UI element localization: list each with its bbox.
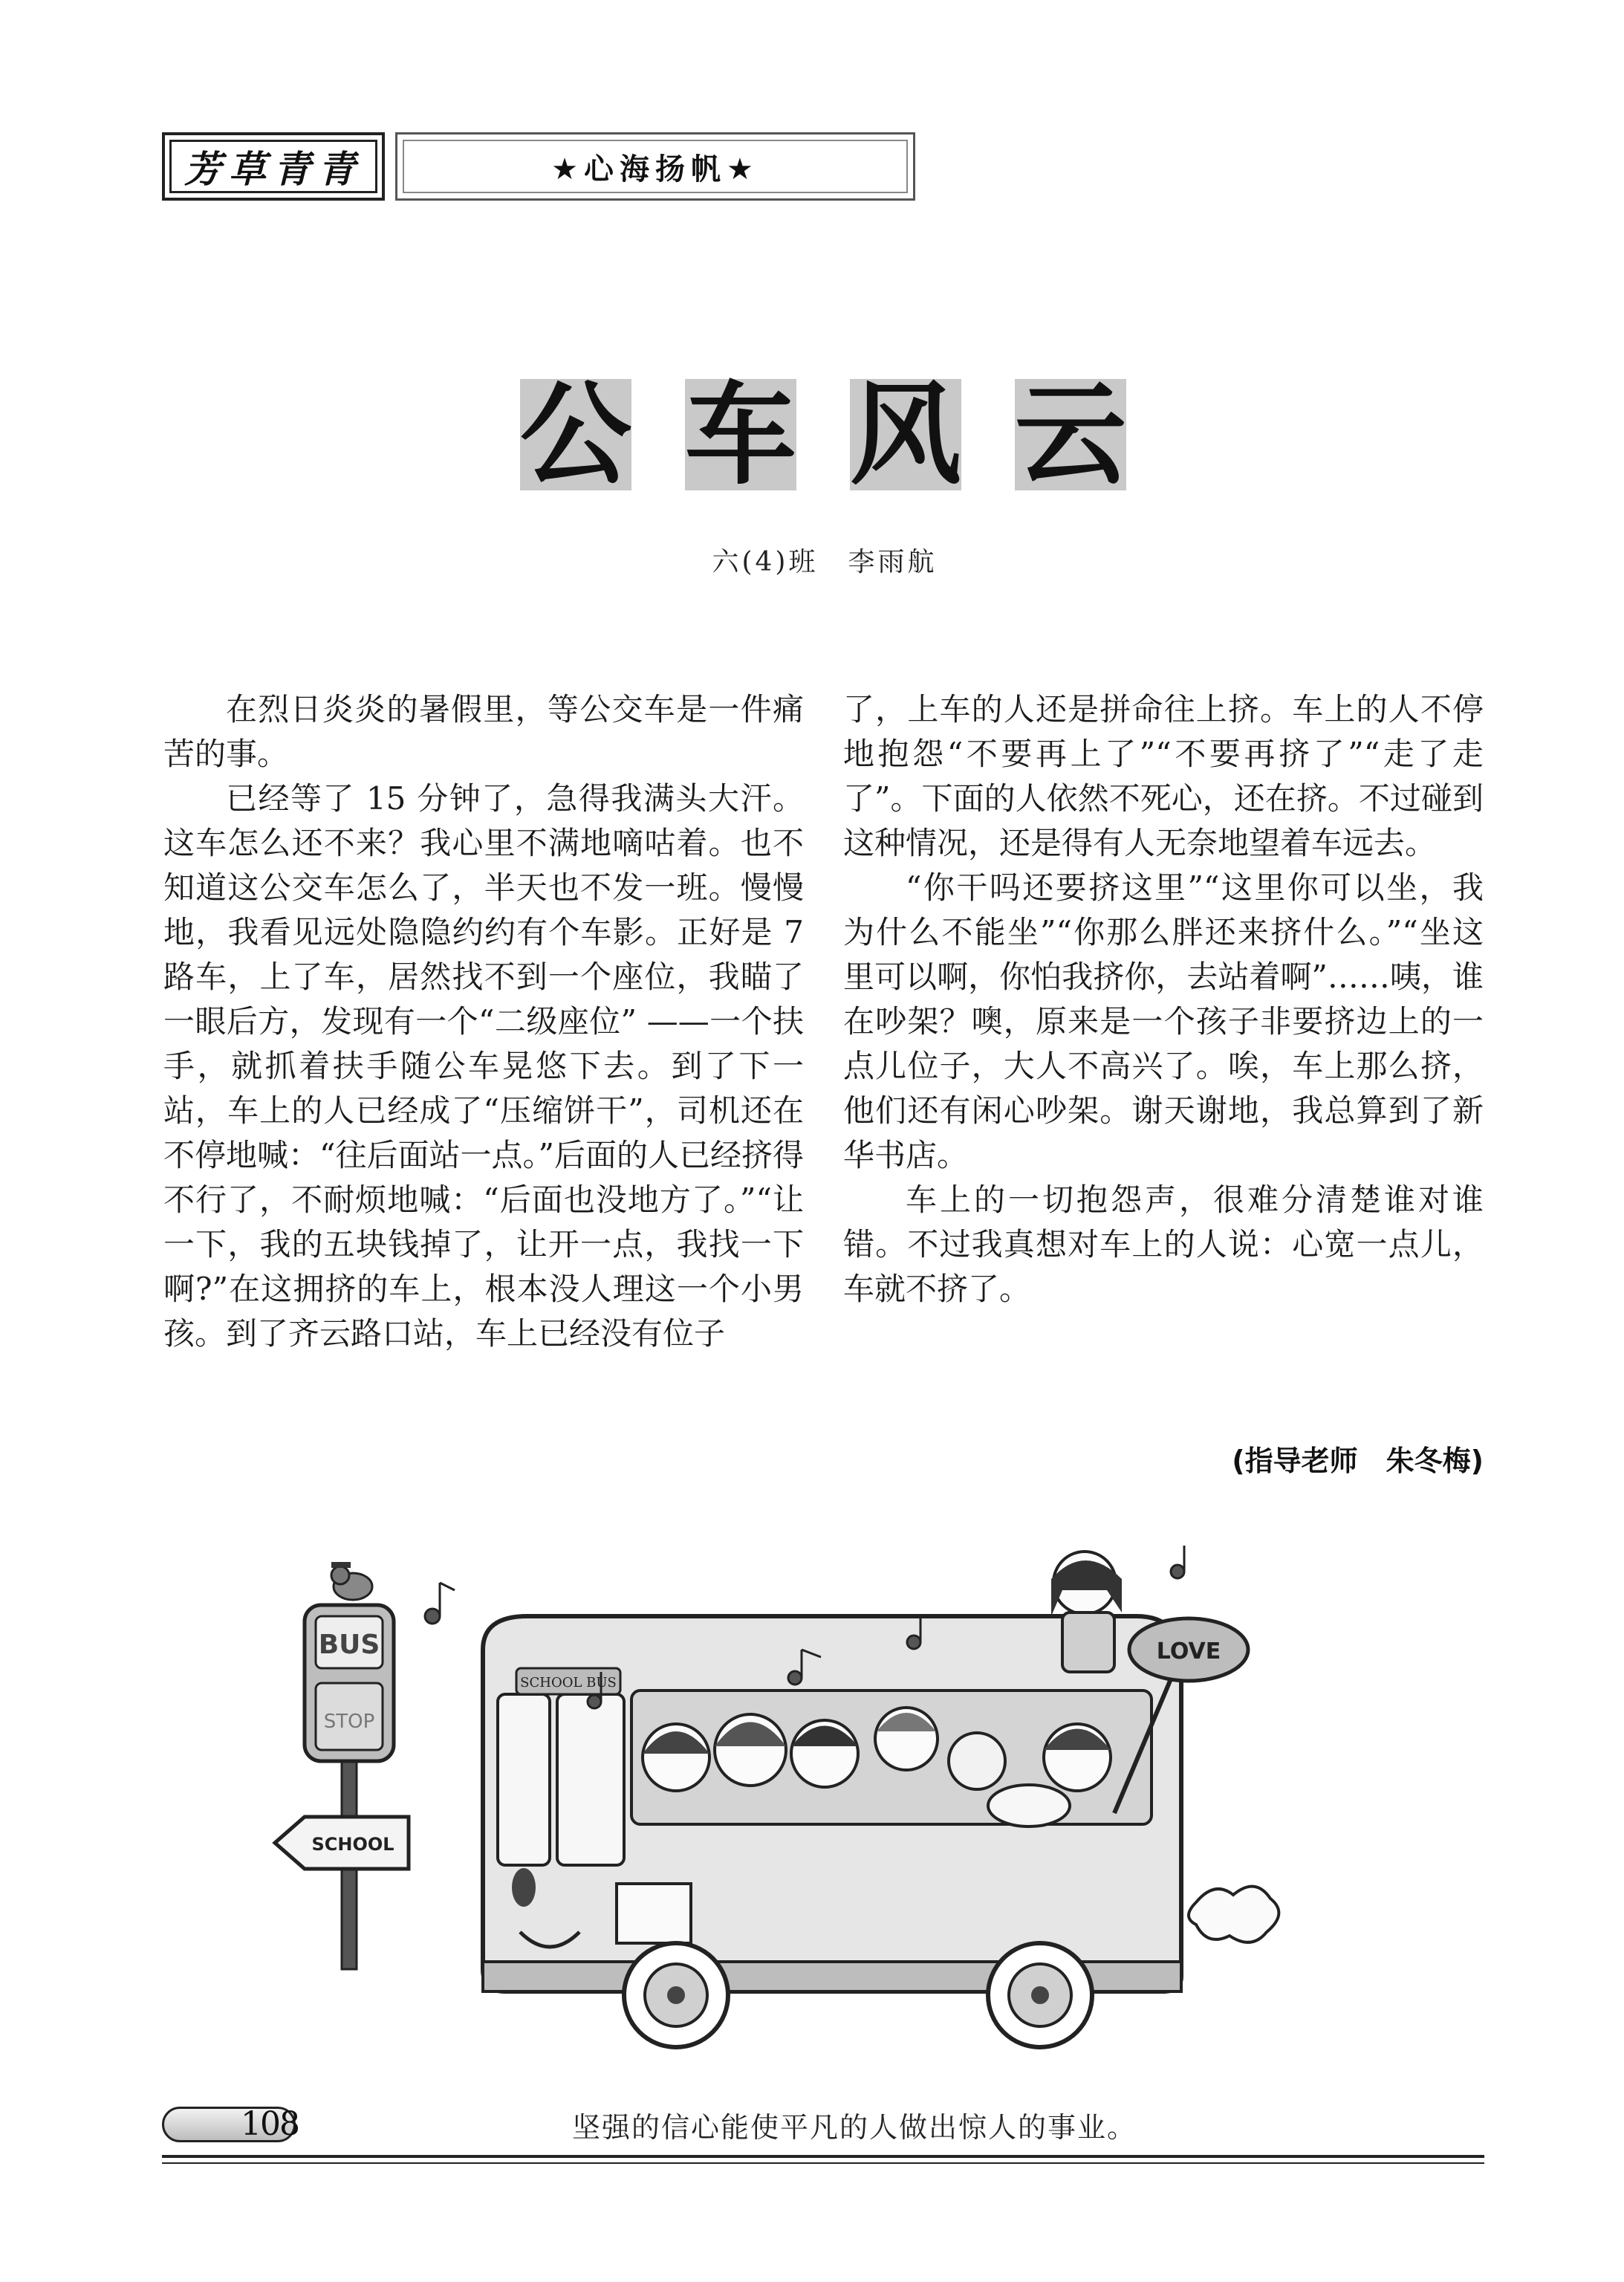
title-char: 公 (520, 369, 632, 500)
byline (520, 541, 1129, 579)
section-label-box (162, 132, 385, 201)
title-char: 车 (685, 369, 797, 500)
bird-icon (331, 1562, 372, 1600)
stop-sign-text: STOP (323, 1711, 375, 1733)
column-label-box (395, 132, 915, 201)
school-bus-label (516, 1668, 620, 1694)
school-arrow-sign (275, 1817, 409, 1869)
paragraph: 车上的一切抱怨声，很难分清楚谁对谁错。不过我真想对车上的人说：心宽一点儿，车就不挤了。 (843, 1181, 1484, 1307)
page-number: 108 (241, 2105, 299, 2143)
bus-sign-text: BUS (318, 1630, 380, 1660)
paragraph: 已经等了 15 分钟了，急得我满头大汗。这车怎么还不来？我心里不满地嘀咕着。也不知道这公交车怎么了，半天也不发一班。慢慢地，我看见远处隐隐约约有个车影。正好是 7 路车，上了车，居然找不到一个座位，我瞄了一眼后方，发现有一个“二级座位” ——一个扶手，就抓着扶手随公车晃悠下去。到了下一站，车上的人已经成了“压缩饼干”，司机还在不停地喊：“往后面站一点。”后面的人已经挤得不行了，不耐烦地喊：“后面也没地方了。”“让一下，我的五块钱掉了，让开一点，我找一下啊?”在这拥挤的车上，根本没人理这一个小男孩。到了齐云路口站，车上已经没有位子 (163, 780, 804, 1352)
teacher-note: (指导老师 朱冬梅) (1232, 1445, 1484, 1477)
footer-rule (162, 2155, 1484, 2158)
bus-stop-sign (305, 1605, 394, 1969)
paragraph: 在烈日炎炎的暑假里，等公交车是一件痛苦的事。 (163, 691, 804, 772)
love-sign-text: LOVE (1156, 1638, 1221, 1665)
article-title (520, 369, 1129, 500)
title-char: 云 (1015, 369, 1127, 500)
byline-author: 李雨航 (848, 547, 938, 577)
school-sign-text: SCHOOL (311, 1834, 394, 1855)
column-label: ★心海扬帆★ (403, 140, 908, 193)
footer-motto: 坚强的信心能使平凡的人做出惊人的事业。 (572, 2111, 1137, 2144)
roof-label-text: SCHOOL BUS (520, 1675, 617, 1691)
paragraph: “你干吗还要挤这里”“这里你可以坐，我为什么不能坐”“你那么胖还来挤什么。”“坐这里可以啊，你怕我挤你，去站着啊”……咦，谁在吵架？噢，原来是一个孩子非要挤边上的一点儿位子，大人不高兴了。唉，车上那么挤，他们还有闲心吵架。谢天谢地，我总算到了新华书店。 (843, 869, 1484, 1173)
title-char: 风 (850, 369, 962, 500)
paragraph: 了，上车的人还是拼命往上挤。车上的人不停地抱怨“不要再上了”“不要再挤了”“走了走了”。下面的人依然不死心，还在挤。不过碰到这种情况，还是得有人无奈地望着车远去。 (843, 691, 1484, 861)
girl-on-roof (1051, 1552, 1122, 1672)
section-label: 芳草青青 (169, 140, 377, 193)
article-column-left (163, 687, 804, 1356)
byline-class: 六(4)班 (712, 547, 819, 577)
school-bus-illustration (260, 1546, 1315, 2051)
exhaust-cloud (1189, 1887, 1279, 1942)
footer-rule (162, 2162, 1484, 2164)
article-column-right (843, 687, 1484, 1312)
